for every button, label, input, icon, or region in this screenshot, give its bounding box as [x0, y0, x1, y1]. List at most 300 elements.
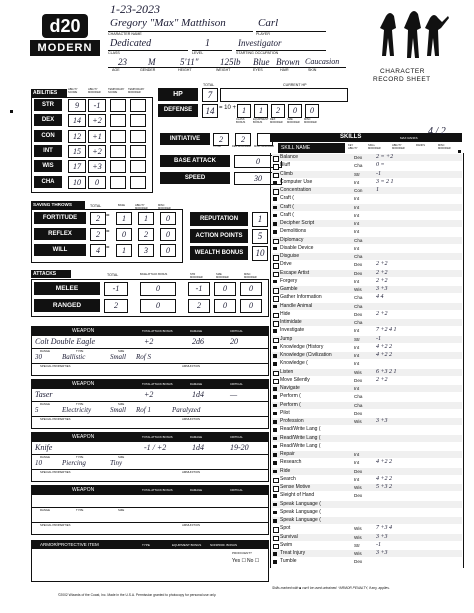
- skill-row[interactable]: [272, 261, 462, 268]
- skill-checkbox[interactable]: [273, 338, 279, 344]
- skill-row[interactable]: [272, 270, 462, 277]
- ability-modifier: +2: [88, 145, 106, 158]
- skill-name: Gather Information: [280, 294, 322, 301]
- skills-header: SKILLS: [340, 134, 362, 140]
- ability-name: DEX: [34, 114, 62, 126]
- skill-name: Read/Write Lang (: [280, 442, 321, 449]
- weapon-range-label: RANGE: [40, 455, 50, 459]
- skill-checkbox[interactable]: [273, 527, 279, 533]
- skill-checkbox[interactable]: [273, 206, 277, 210]
- skill-checkbox[interactable]: [273, 544, 279, 550]
- skill-values: 7 +2 4 1: [376, 327, 397, 334]
- weapon-header: WEAPON: [32, 327, 268, 336]
- skill-checkbox[interactable]: [273, 280, 277, 284]
- ability-temp-mod: [130, 130, 146, 143]
- skill-name: Concentration: [280, 187, 312, 193]
- skill-checkbox[interactable]: [273, 420, 277, 424]
- skill-row[interactable]: [272, 558, 462, 565]
- weapon-name: Knife: [35, 443, 53, 452]
- skill-checkbox[interactable]: [273, 263, 279, 269]
- ability-temp-mod: [130, 145, 146, 158]
- defense-dex-modifier: 2: [271, 104, 285, 118]
- skill-checkbox[interactable]: [273, 288, 279, 294]
- defense-label-dex: DEX MODIFIER: [270, 118, 283, 124]
- skills-col-key-ability: KEY ABILITY: [348, 144, 358, 150]
- skill-checkbox[interactable]: [273, 362, 277, 366]
- skill-checkbox[interactable]: [273, 296, 279, 302]
- hair-label: HAIR: [280, 68, 289, 72]
- skill-row[interactable]: [272, 344, 462, 351]
- weapon-special-label: SPECIAL PROPERTIES: [40, 470, 71, 474]
- saves-col-ability: ABILITY MODIFIER: [135, 204, 148, 210]
- skill-checkbox[interactable]: [273, 371, 279, 377]
- weapon-damage-label: DAMAGE: [190, 488, 203, 492]
- weapon-name: Taser: [35, 390, 53, 399]
- attack-ability-mod: 2: [188, 299, 210, 313]
- armor-yes-label: Yes: [232, 558, 241, 564]
- ability-modifier: -1: [88, 99, 106, 112]
- skill-checkbox[interactable]: [273, 461, 277, 465]
- player-value: Carl: [258, 17, 279, 29]
- weapon-divider: [32, 401, 268, 402]
- skill-key-ability: Cha: [354, 402, 363, 408]
- skill-checkbox[interactable]: [273, 494, 277, 498]
- skill-row[interactable]: [272, 187, 462, 194]
- skill-key-ability: Cha: [354, 394, 363, 400]
- save-ability: 3: [138, 244, 154, 257]
- weapon-size: Small: [110, 406, 126, 414]
- skill-key-ability: Dex: [354, 155, 363, 160]
- skill-values: 0 =: [376, 162, 385, 169]
- ability-temp-mod: [130, 176, 146, 189]
- skill-checkbox[interactable]: [273, 197, 277, 201]
- skill-checkbox[interactable]: [273, 511, 277, 515]
- skill-key-ability: Int: [354, 204, 360, 210]
- skill-row[interactable]: [272, 245, 462, 252]
- skill-checkbox[interactable]: [273, 379, 279, 385]
- weapon-special-label: SPECIAL PROPERTIES: [40, 417, 71, 421]
- skill-checkbox[interactable]: [273, 272, 279, 278]
- skill-row[interactable]: [272, 171, 462, 178]
- hp-label: HP: [158, 88, 198, 101]
- skill-row[interactable]: [272, 162, 462, 169]
- skill-checkbox[interactable]: [273, 255, 279, 261]
- skill-name: Forgery: [280, 277, 298, 284]
- defense-label-equipment: EQUIPMENT BONUS: [253, 118, 269, 124]
- reputation-label: REPUTATION: [190, 212, 248, 226]
- skill-row[interactable]: [272, 525, 462, 532]
- skill-name: Speak Language (: [280, 508, 321, 515]
- skill-name: Jump: [280, 335, 293, 342]
- ability-temp-score: [110, 114, 126, 127]
- weapon-critical: —: [230, 390, 238, 399]
- skill-checkbox[interactable]: [273, 560, 277, 564]
- ability-temp-mod: [130, 99, 146, 112]
- weapon-attack-label: TOTAL ATTACK BONUS: [142, 435, 173, 439]
- reputation-value: 1: [252, 212, 268, 227]
- armor-block: [31, 540, 269, 582]
- skill-row[interactable]: [272, 468, 462, 475]
- attacks-col-size: SIZE MODIFIER: [216, 273, 229, 279]
- ability-modifier: +1: [88, 130, 106, 143]
- skill-row[interactable]: [272, 360, 462, 367]
- skill-row[interactable]: [272, 418, 462, 425]
- weapon-ammo-label: AMMUNITION: [182, 417, 201, 421]
- armor-type-label: TYPE: [142, 542, 150, 547]
- armor-no-label: No: [247, 558, 254, 564]
- skill-checkbox[interactable]: [273, 222, 277, 226]
- skill-row[interactable]: [272, 228, 462, 235]
- skill-name: Drive: [280, 261, 292, 268]
- weapon-size-label: SIZE: [118, 402, 125, 406]
- skill-row[interactable]: [272, 377, 462, 384]
- weapon-range: 5: [35, 406, 39, 414]
- action-points-value: 5: [252, 229, 268, 244]
- skill-checkbox[interactable]: [273, 214, 277, 218]
- skill-row[interactable]: [272, 154, 462, 161]
- skill-values: 4 +2 2: [376, 352, 393, 358]
- ability-modifier: +2: [88, 114, 106, 127]
- skill-row[interactable]: [272, 336, 462, 343]
- age-label: AGE: [112, 68, 120, 72]
- ability-name: CON: [34, 130, 62, 142]
- initiative-col-dex: DEX MODIFIER: [232, 145, 251, 148]
- skill-key-ability: Wis: [354, 534, 362, 540]
- skill-key-ability: Dex: [354, 493, 363, 499]
- skill-key-ability: Wis: [354, 419, 362, 424]
- save-name: WILL: [34, 244, 86, 256]
- weapon-header: WEAPON: [32, 380, 268, 389]
- defense-class-bonus: 1: [237, 104, 251, 118]
- skill-values: 1: [376, 187, 379, 193]
- skill-checkbox[interactable]: [273, 437, 277, 441]
- skill-checkbox[interactable]: [273, 470, 277, 474]
- skill-row[interactable]: [272, 286, 462, 293]
- skill-key-ability: Dex: [354, 410, 363, 416]
- skill-key-ability: Int: [354, 179, 360, 185]
- attacks-col-total: TOTAL: [107, 273, 119, 277]
- save-equals: =: [106, 229, 110, 235]
- height-label: HEIGHT: [178, 68, 192, 72]
- skill-checkbox[interactable]: [273, 156, 279, 162]
- skill-row[interactable]: [272, 410, 462, 417]
- ability-temp-score: [110, 160, 126, 173]
- skill-name: Diplomacy: [280, 236, 304, 243]
- attack-total: 2: [104, 299, 128, 313]
- skill-key-ability: Str: [354, 542, 360, 548]
- weapon-block: [31, 379, 269, 429]
- save-misc: 0: [160, 244, 176, 257]
- skill-key-ability: Dex: [354, 311, 363, 317]
- weapon-damage: 2d6: [192, 337, 204, 346]
- skill-key-ability: Dex: [354, 270, 363, 276]
- skill-name: Search: [280, 475, 296, 482]
- skill-checkbox[interactable]: [273, 346, 277, 350]
- skill-row[interactable]: [272, 220, 462, 227]
- skill-checkbox[interactable]: [273, 173, 279, 179]
- ability-name: INT: [34, 145, 62, 157]
- weapon-size-label: SIZE: [118, 455, 125, 459]
- save-total: 2: [90, 228, 106, 241]
- weight-label: WEIGHT: [216, 68, 231, 72]
- skill-row[interactable]: [272, 294, 462, 301]
- weight-value: 125lb: [220, 57, 241, 67]
- skill-row[interactable]: [272, 327, 462, 334]
- class-label: CLASS: [108, 51, 120, 55]
- skill-row[interactable]: [272, 204, 462, 211]
- date-field: 1-23-2023: [110, 2, 160, 16]
- skill-row[interactable]: [272, 212, 462, 219]
- save-name: FORTITUDE: [34, 212, 86, 224]
- weapon-ammo-label: AMMUNITION: [182, 523, 201, 527]
- skill-checkbox[interactable]: [273, 478, 279, 484]
- defense-size-modifier: 0: [288, 104, 302, 118]
- skill-key-ability: Int: [354, 361, 360, 367]
- skill-checkbox[interactable]: [273, 164, 279, 170]
- skill-name: Perform (: [280, 393, 301, 400]
- weapon-damage-label: DAMAGE: [190, 329, 203, 333]
- skill-key-ability: Str: [354, 171, 360, 177]
- skill-checkbox[interactable]: [273, 239, 279, 245]
- skill-name: Read/Write Lang (: [280, 426, 321, 433]
- ability-temp-score: [110, 176, 126, 189]
- skill-row[interactable]: [272, 352, 462, 359]
- skills-footnote: Skills marked with ■ can't be used untrained. *ARMOR PENALTY, if any, applies.: [272, 586, 390, 590]
- abilities-col-score: ABILITY SCORE: [68, 88, 78, 94]
- hp-total-value: 7: [202, 88, 218, 102]
- weapon-header: WEAPON: [32, 433, 268, 442]
- skills-col-skill-mod: SKILL MODIFIER: [368, 144, 381, 150]
- skill-key-ability: Wis: [354, 551, 362, 556]
- skill-name: Tumble: [280, 558, 297, 565]
- ability-score: 12: [68, 130, 86, 143]
- skill-checkbox[interactable]: [273, 395, 277, 399]
- skill-checkbox[interactable]: [273, 313, 279, 319]
- weapon-rof: Rof S: [136, 353, 151, 361]
- skill-row[interactable]: [272, 484, 462, 491]
- skill-key-ability: Cha: [354, 295, 363, 301]
- skill-checkbox[interactable]: [273, 404, 277, 408]
- skill-checkbox[interactable]: [273, 503, 277, 507]
- armor-equip-label: EQUIPMENT BONUS: [172, 542, 202, 547]
- skill-checkbox[interactable]: [273, 536, 279, 542]
- skill-row[interactable]: [272, 393, 462, 400]
- eyes-label: EYES: [253, 68, 263, 72]
- skill-name: Spot: [280, 525, 291, 532]
- skill-key-ability: Int: [354, 229, 360, 235]
- skill-name: Craft (: [280, 211, 294, 218]
- skill-name: Intimidate: [280, 319, 302, 325]
- skill-name: Ride: [280, 467, 291, 474]
- initiative-col-total: TOTAL: [213, 145, 222, 148]
- skill-row[interactable]: [272, 476, 462, 483]
- skill-row[interactable]: [272, 369, 462, 376]
- initiative-label: INITIATIVE: [160, 133, 210, 145]
- skill-row[interactable]: [272, 542, 462, 549]
- skill-row[interactable]: [272, 237, 462, 244]
- ability-temp-score: [110, 145, 126, 158]
- hp-total-label: TOTAL: [203, 83, 215, 87]
- attack-bab: 0: [140, 299, 176, 313]
- skill-key-ability: Int: [354, 476, 360, 482]
- skill-values: 4 +2 2: [376, 343, 393, 350]
- skill-row[interactable]: [272, 550, 462, 557]
- armor-proficient-label: PROFICIENT?: [232, 551, 252, 555]
- skill-values: 3 +3: [376, 418, 388, 424]
- weapon-type-label: TYPE: [76, 455, 84, 459]
- skill-checkbox[interactable]: [273, 552, 277, 556]
- skill-row[interactable]: [272, 319, 462, 326]
- skill-name: Research: [280, 459, 302, 466]
- skill-key-ability: Dex: [354, 262, 363, 268]
- wealth-bonus-label: WEALTH BONUS: [190, 246, 248, 260]
- skill-key-ability: Dex: [354, 559, 363, 565]
- weapon-damage-label: DAMAGE: [190, 382, 203, 386]
- skill-checkbox[interactable]: [273, 428, 277, 432]
- skill-checkbox[interactable]: [273, 354, 277, 358]
- skill-row[interactable]: [272, 534, 462, 541]
- armor-no[interactable]: No ☐: [247, 558, 260, 564]
- skill-checkbox[interactable]: [273, 247, 277, 251]
- weapon-size-label: SIZE: [118, 349, 125, 353]
- margin-mark: [10, 110, 13, 113]
- skill-values: 4 4: [376, 294, 384, 301]
- skill-row[interactable]: [272, 179, 462, 186]
- skill-checkbox[interactable]: [273, 453, 277, 457]
- action-points-label: ACTION POINTS: [190, 229, 248, 243]
- skill-values: 2 +2: [376, 376, 388, 383]
- skill-row[interactable]: [272, 303, 462, 310]
- player-label: PLAYER: [256, 32, 270, 36]
- skill-values: 4 +2 2: [376, 475, 393, 482]
- skill-row[interactable]: [272, 278, 462, 285]
- ability-name: CHA: [34, 176, 62, 188]
- skill-key-ability: Int: [354, 221, 360, 226]
- ability-score: 9: [68, 99, 86, 112]
- defense-base: 10: [224, 105, 231, 111]
- skill-checkbox[interactable]: [273, 181, 277, 185]
- skill-checkbox[interactable]: [273, 519, 277, 523]
- character-name-label: CHARACTER NAME: [108, 32, 142, 36]
- weapon-type: Ballistic: [62, 353, 86, 361]
- skill-values: 3 +3: [376, 550, 388, 556]
- skill-name: Disable Device: [280, 244, 314, 251]
- character-silhouettes-image: [372, 6, 450, 64]
- skill-name: Knowledge (Civilization: [280, 352, 332, 358]
- sheet-title-line1: CHARACTER: [380, 68, 425, 75]
- skill-row[interactable]: [272, 492, 462, 499]
- armor-yes[interactable]: Yes ☐: [232, 558, 247, 564]
- ability-score: 17: [68, 160, 86, 173]
- defense-equals-base: = 10 +: [219, 105, 237, 111]
- save-name: REFLEX: [34, 228, 86, 240]
- weapon-divider: [32, 348, 268, 349]
- skill-row[interactable]: [272, 451, 462, 458]
- gender-label: GENDER: [140, 68, 156, 72]
- skill-values: 5 +3 2: [376, 484, 393, 490]
- header-row2-line: [108, 67, 346, 68]
- skill-checkbox[interactable]: [273, 305, 277, 309]
- skill-checkbox[interactable]: [273, 189, 279, 195]
- skill-key-ability: Cha: [354, 163, 363, 169]
- skill-row[interactable]: [272, 501, 462, 508]
- eyes-value: Blue: [253, 57, 270, 67]
- skill-key-ability: Int: [354, 328, 360, 334]
- skill-row[interactable]: [272, 311, 462, 318]
- save-base: 1: [116, 244, 132, 257]
- level-value: 1: [205, 38, 210, 49]
- weapon-attack-label: TOTAL ATTACK BONUS: [142, 329, 173, 333]
- skill-name: Knowledge (: [280, 360, 308, 367]
- abilities-col-temp-score: TEMPORARY SCORE: [108, 88, 125, 94]
- abilities-col-temp-mod: TEMPORARY MODIFIER: [128, 88, 145, 94]
- armor-header: ARMOR/PROTECTIVE ITEM: [32, 541, 268, 549]
- skill-checkbox[interactable]: [273, 486, 279, 492]
- skill-row[interactable]: [272, 402, 462, 409]
- skill-checkbox[interactable]: [273, 445, 277, 449]
- skill-row[interactable]: [272, 195, 462, 202]
- save-base: 0: [116, 228, 132, 241]
- skill-checkbox[interactable]: [273, 230, 277, 234]
- base-attack-value: 0: [234, 155, 282, 168]
- skill-row[interactable]: [272, 253, 462, 260]
- ability-temp-mod: [130, 160, 146, 173]
- skill-name: Read/Write Lang (: [280, 434, 321, 441]
- skill-row[interactable]: [272, 426, 462, 433]
- skill-row[interactable]: [272, 517, 462, 524]
- skin-label: SKIN: [308, 68, 317, 72]
- initiative-total: 2: [213, 133, 229, 146]
- hair-value: Brown: [276, 57, 300, 67]
- weapon-block: [31, 432, 269, 482]
- weapon-divider: [32, 507, 268, 508]
- weapon-range-label: RANGE: [40, 508, 50, 512]
- skill-checkbox[interactable]: [273, 321, 279, 327]
- skill-checkbox[interactable]: [273, 387, 277, 391]
- initiative-col-misc: MISC MODIFIER: [254, 145, 274, 148]
- skill-values: 7 +3 4: [376, 525, 393, 532]
- skill-checkbox[interactable]: [273, 412, 277, 416]
- attack-misc-mod: 0: [240, 282, 262, 296]
- skill-row[interactable]: [272, 459, 462, 466]
- skill-checkbox[interactable]: [273, 329, 277, 333]
- ability-score: 14: [68, 114, 86, 127]
- skill-row[interactable]: [272, 443, 462, 450]
- current-hp-box: [220, 88, 348, 102]
- weapon-range-label: RANGE: [40, 349, 50, 353]
- skill-values: 2 +2: [376, 261, 388, 268]
- skill-row[interactable]: [272, 509, 462, 516]
- weapon-critical-label: CRITICAL: [230, 329, 243, 333]
- save-total: 4: [90, 244, 106, 257]
- weapon-attack-label: TOTAL ATTACK BONUS: [142, 488, 173, 492]
- attacks-col-misc: MISC MODIFIER: [244, 273, 257, 279]
- max-ranks-label: MAX RANKS: [400, 136, 418, 140]
- age-value: 23: [118, 57, 127, 67]
- save-ability: 1: [138, 212, 154, 225]
- skill-name: Investigate: [280, 327, 305, 334]
- skill-row[interactable]: [272, 435, 462, 442]
- weapon-size: Tiny: [110, 459, 123, 467]
- skill-row[interactable]: [272, 385, 462, 392]
- skill-key-ability: Wis: [354, 369, 362, 375]
- abilities-col-modifier: ABILITY MODIFIER: [88, 88, 101, 94]
- saves-col-total: TOTAL: [90, 204, 102, 208]
- skill-name: Move Silently: [280, 376, 310, 383]
- skill-key-ability: Str: [354, 336, 360, 342]
- weapon-size: Small: [110, 353, 126, 361]
- copyright-text: ©2002 Wizards of the Coast, Inc. Made in the U.S.A. Permission granted to photocopy for personal use only.: [58, 593, 217, 597]
